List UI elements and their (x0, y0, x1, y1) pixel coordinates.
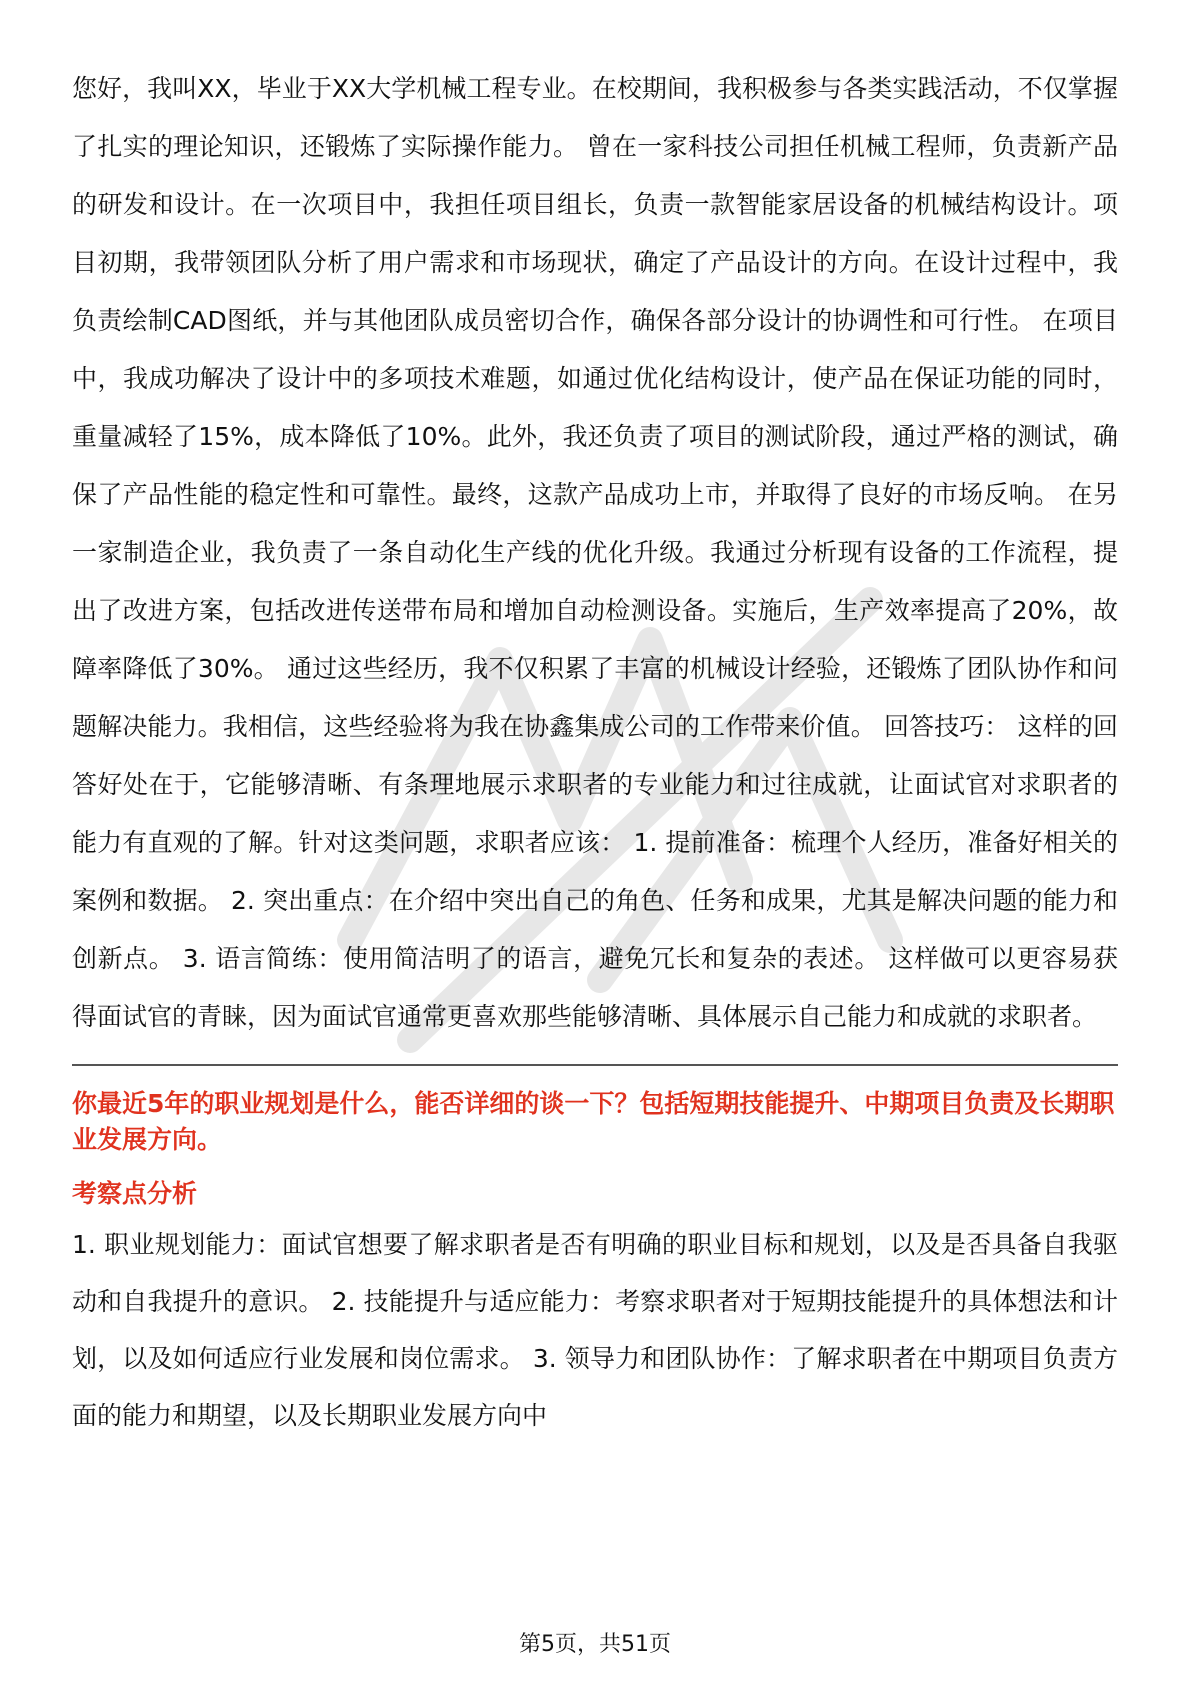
answer-paragraph: 您好，我叫XX，毕业于XX大学机械工程专业。在校期间，我积极参与各类实践活动，不仅掌握了扎实的理论知识，还锻炼了实际操作能力。 曾在一家科技公司担任机械工程师，负责新产品的研发和设计。在一次项目中，我担任项目组长，负责一款智能家居设备的机械结构设计。项目初期，我带领团队分析了用户需求和市场现状，确定了产品设计的方向。在设计过程中，我负责绘制CAD图纸，并与其他团队成员密切合作，确保各部分设计的协调性和可行性。 在项目中，我成功解决了设计中的多项技术难题，如通过优化结构设计，使产品在保证功能的同时，重量减轻了15%，成本降低了10%。此外，我还负责了项目的测试阶段，通过严格的测试，确保了产品性能的稳定性和可靠性。最终，这款产品成功上市，并取得了良好的市场反响。 在另一家制造企业，我负责了一条自动化生产线的优化升级。我通过分析现有设备的工作流程，提出了改进方案，包括改进传送带布局和增加自动检测设备。实施后，生产效率提高了20%，故障率降低了30%。 通过这些经历，我不仅积累了丰富的机械设计经验，还锻炼了团队协作和问题解决能力。我相信，这些经验将为我在协鑫集成公司的工作带来价值。 回答技巧： 这样的回答好处在于，它能够清晰、有条理地展示求职者的专业能力和过往成就，让面试官对求职者的能力有直观的了解。针对这类问题，求职者应该： 1. 提前准备：梳理个人经历，准备好相关的案例和数据。 2. 突出重点：在介绍中突出自己的角色、任务和成果，尤其是解决问题的能力和创新点。 3. 语言简练：使用简洁明了的语言，避免冗长和复杂的表述。 这样做可以更容易获得面试官的青睐，因为面试官通常更喜欢那些能够清晰、具体展示自己能力和成就的求职者。 (72, 74, 1118, 1031)
document-page (72, 60, 1118, 1444)
analysis-paragraph: 1. 职业规划能力：面试官想要了解求职者是否有明确的职业目标和规划，以及是否具备自我驱动和自我提升的意识。 2. 技能提升与适应能力：考察求职者对于短期技能提升的具体想法和计划，以及如何适应行业发展和岗位需求。 3. 领导力和团队协作：了解求职者在中期项目负责方面的能力和期望，以及长期职业发展方向中 (72, 1230, 1118, 1430)
page-number: 第5页，共51页 (519, 1632, 671, 1657)
section-divider (72, 1064, 1118, 1066)
analysis-heading: 考察点分析 (72, 1179, 198, 1208)
interview-question: 你最近5年的职业规划是什么，能否详细的谈一下？包括短期技能提升、中期项目负责及长期职业发展方向。 (72, 1089, 1115, 1154)
